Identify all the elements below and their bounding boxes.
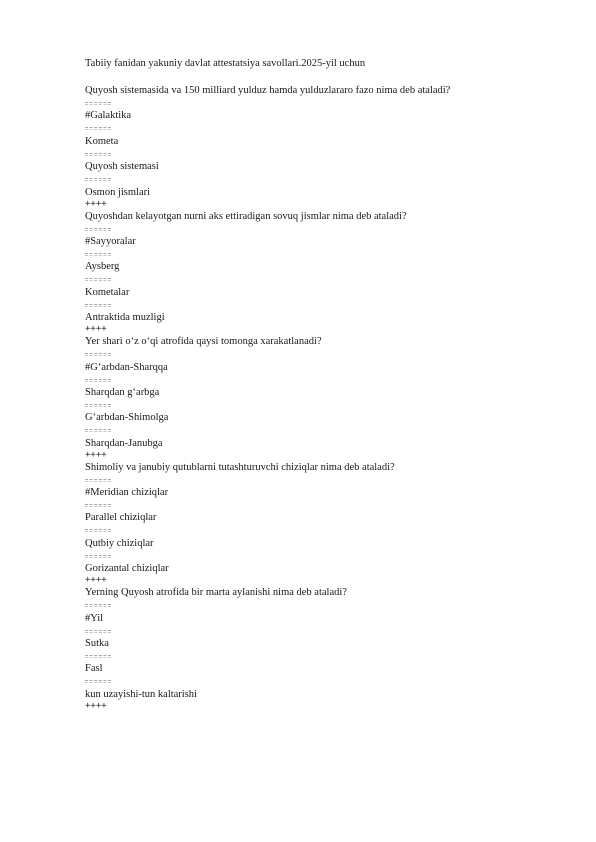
question-block	[85, 335, 565, 461]
question-text: Yerning Quyosh atrofida bir marta aylanishi nima deb ataladi?	[85, 587, 347, 599]
answer-option: Qutbiy chiziqlar	[85, 537, 154, 549]
option-separator	[85, 374, 565, 386]
question-end-marker: ++++	[85, 449, 107, 460]
question-block	[85, 84, 565, 210]
option-separator	[85, 499, 565, 511]
question-end-marker: ++++	[85, 575, 107, 586]
answer-option: #Sayyoralar	[85, 235, 136, 247]
question-text: Quyoshdan kelayotgan nurni aks ettiradigan sovuq jismlar nima deb ataladi?	[85, 210, 407, 222]
option-separator	[85, 97, 565, 109]
option-separator	[85, 424, 565, 436]
question-text: Yer shari o‘z o‘qi atrofida qaysi tomonga xarakatlanadi?	[85, 336, 322, 348]
answer-option: Quyosh sistemasi	[85, 161, 159, 173]
option-separator	[85, 173, 565, 185]
answer-option: Kometa	[85, 135, 119, 147]
question-text: Shimoliy va janubiy qutublarni tutashturuvchi chiziqlar nima deb ataladi?	[85, 461, 395, 473]
option-separator	[85, 599, 565, 611]
answer-option: Sharqdan g‘arbga	[85, 386, 160, 398]
option-separator	[85, 524, 565, 536]
question-block	[85, 210, 565, 336]
question-block	[85, 586, 565, 712]
answer-option: Antraktida muzligi	[85, 312, 165, 324]
option-separator	[85, 299, 565, 311]
answer-option: G‘arbdan-Shimolga	[85, 412, 169, 424]
question-end-marker: ++++	[85, 700, 107, 711]
question-text: Quyosh sistemasida va 150 milliard yulduz hamda yulduzlararo fazo nima deb ataladi?	[85, 85, 451, 96]
answer-option: Sutka	[85, 638, 109, 650]
question-end-marker: ++++	[85, 198, 107, 209]
question-end-marker: ++++	[85, 324, 107, 335]
option-separator	[85, 223, 565, 235]
option-separator	[85, 625, 565, 637]
option-separator	[85, 675, 565, 687]
option-separator	[85, 348, 565, 360]
answer-option: Sharqdan-Janubga	[85, 437, 163, 449]
option-separator	[85, 399, 565, 411]
answer-option: Kometalar	[85, 286, 130, 298]
option-separator	[85, 550, 565, 562]
option-separator	[85, 273, 565, 285]
answer-option: Osmon jismlari	[85, 186, 151, 198]
answer-option: Parallel chiziqlar	[85, 512, 157, 524]
option-separator	[85, 148, 565, 160]
option-separator	[85, 248, 565, 260]
answer-option: #Meridian chiziqlar	[85, 487, 169, 499]
question-block	[85, 461, 565, 587]
option-separator	[85, 650, 565, 662]
answer-option: #Galaktika	[85, 110, 132, 122]
answer-option: Gorizantal chiziqlar	[85, 563, 169, 575]
answer-option: Aysberg	[85, 261, 120, 273]
answer-option: #G‘arbdan-Sharqqa	[85, 361, 168, 373]
answer-option: Fasl	[85, 663, 103, 675]
answer-option: #Yil	[85, 612, 104, 624]
answer-option: kun uzayishi-tun kaltarishi	[85, 688, 197, 700]
option-separator	[85, 474, 565, 486]
document-title: Tabiiy fanidan yakuniy davlat attestatsiya savollari.2025-yil uchun	[85, 58, 366, 69]
option-separator	[85, 122, 565, 134]
question-list	[85, 84, 565, 712]
